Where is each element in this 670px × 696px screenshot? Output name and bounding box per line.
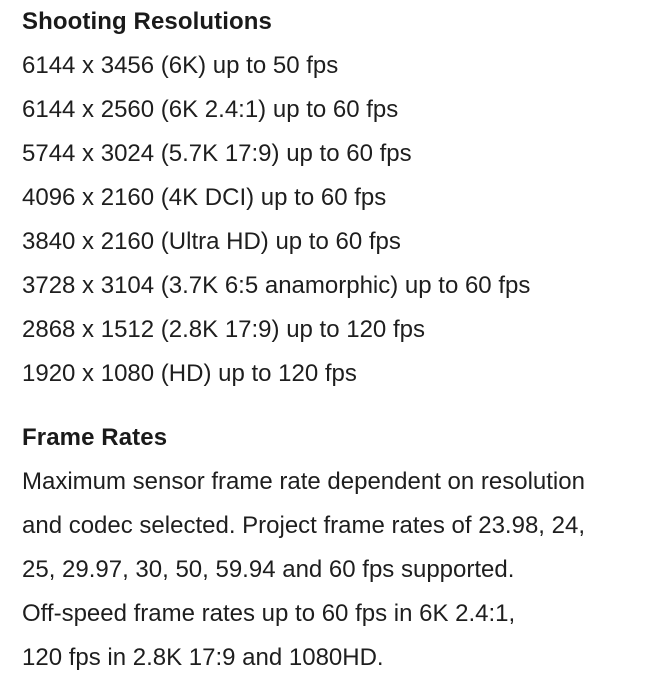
shooting-resolutions-heading: Shooting Resolutions bbox=[22, 8, 272, 35]
description-line: Off-speed frame rates up to 60 fps in 6K 2.4:1, bbox=[22, 600, 516, 627]
resolution-item: 3840 x 2160 (Ultra HD) up to 60 fps bbox=[22, 228, 401, 255]
resolution-item: 6144 x 3456 (6K) up to 50 fps bbox=[22, 52, 339, 79]
resolution-item: 4096 x 2160 (4K DCI) up to 60 fps bbox=[22, 184, 387, 211]
frame-rates-description bbox=[22, 460, 662, 680]
shooting-resolutions-section bbox=[22, 0, 662, 396]
description-line: and codec selected. Project frame rates of 23.98, 24, bbox=[22, 512, 585, 539]
frame-rates-heading: Frame Rates bbox=[22, 424, 168, 451]
resolution-item: 2868 x 1512 (2.8K 17:9) up to 120 fps bbox=[22, 316, 425, 343]
resolution-list bbox=[22, 44, 662, 396]
description-line: Maximum sensor frame rate dependent on resolution bbox=[22, 468, 585, 495]
frame-rates-section bbox=[22, 416, 662, 680]
resolution-item: 3728 x 3104 (3.7K 6:5 anamorphic) up to 60 fps bbox=[22, 272, 531, 299]
resolution-item: 1920 x 1080 (HD) up to 120 fps bbox=[22, 360, 357, 387]
resolution-item: 5744 x 3024 (5.7K 17:9) up to 60 fps bbox=[22, 140, 412, 167]
resolution-item: 6144 x 2560 (6K 2.4:1) up to 60 fps bbox=[22, 96, 399, 123]
spec-content bbox=[22, 0, 662, 671]
description-line: 120 fps in 2.8K 17:9 and 1080HD. bbox=[22, 644, 384, 671]
description-line: 25, 29.97, 30, 50, 59.94 and 60 fps supported. bbox=[22, 556, 515, 583]
